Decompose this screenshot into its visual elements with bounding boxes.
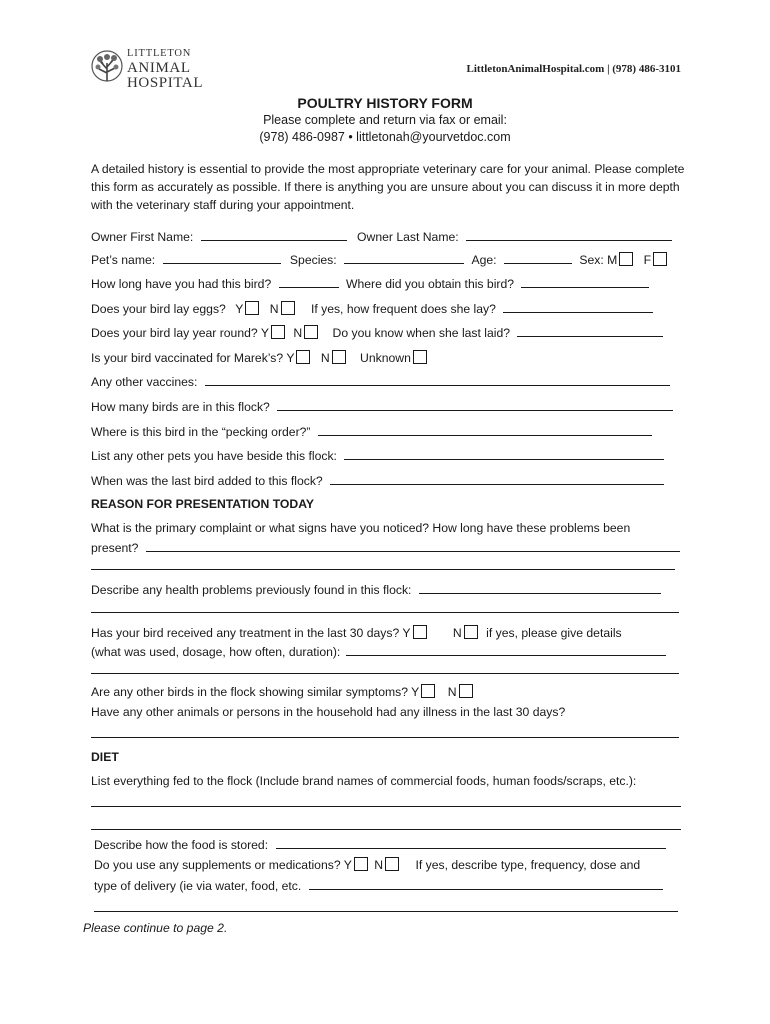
- other-pets-row: [91, 448, 664, 463]
- owner-first-row: [91, 229, 672, 244]
- sex-f-label: F: [643, 253, 652, 267]
- lay-eggs-y-checkbox[interactable]: [245, 301, 259, 315]
- lay-year-y-checkbox[interactable]: [271, 325, 285, 339]
- food-stored-row: [94, 837, 666, 852]
- how-long-field[interactable]: [279, 276, 339, 288]
- list-fed-field-1[interactable]: [91, 806, 681, 807]
- logo-line-1: LITTLETON: [127, 48, 192, 59]
- supplements-y-checkbox[interactable]: [354, 857, 368, 871]
- complaint-label-2: present?: [91, 541, 139, 555]
- how-many-label: How many birds are in this flock?: [91, 400, 270, 414]
- how-frequent-field[interactable]: [503, 301, 653, 313]
- pecking-label: Where is this bird in the “pecking order?”: [91, 425, 311, 439]
- pet-row: [91, 252, 670, 267]
- lay-year-n-label: N: [293, 326, 303, 340]
- intro-paragraph: A detailed history is essential to provide the most appropriate veterinary care for your animal. Please complete this form as accurately as possible. If there is anything you are unsure about you can discuss it in more depth with the veterinary staff during your appointment.: [91, 162, 685, 212]
- how-many-field[interactable]: [277, 399, 673, 411]
- supplements-n-label: N: [374, 858, 384, 872]
- reason-heading: REASON FOR PRESENTATION TODAY: [91, 497, 315, 511]
- how-long-label: How long have you had this bird?: [91, 277, 272, 291]
- where-obtain-label: Where did you obtain this bird?: [346, 277, 515, 291]
- health-problems-label: Describe any health problems previously found in this flock:: [91, 583, 412, 597]
- lay-year-label: Does your bird lay year round? Y: [91, 326, 269, 340]
- treatment-field-2[interactable]: [91, 673, 679, 674]
- treatment-n-label: N: [452, 626, 462, 640]
- sex-m-checkbox[interactable]: [619, 252, 633, 266]
- household-field[interactable]: [91, 737, 679, 738]
- treatment-label-2: (what was used, dosage, how often, duration):: [91, 645, 341, 659]
- pet-name-field[interactable]: [163, 252, 281, 264]
- owner-last-field[interactable]: [466, 229, 672, 241]
- age-label: Age:: [471, 253, 497, 267]
- pet-name-label: Pet’s name:: [91, 253, 156, 267]
- supplements-label: Do you use any supplements or medications? Y: [94, 858, 352, 872]
- complaint-line-1: What is the primary complaint or what signs have you noticed? How long have these problems been: [91, 521, 631, 535]
- treatment-field-1[interactable]: [346, 644, 666, 656]
- similar-n-checkbox[interactable]: [459, 684, 473, 698]
- form-title: POULTRY HISTORY FORM: [297, 95, 473, 111]
- header-contact: LittletonAnimalHospital.com | (978) 486-3101: [466, 63, 681, 75]
- last-laid-field[interactable]: [517, 325, 663, 337]
- lay-year-n-checkbox[interactable]: [304, 325, 318, 339]
- list-fed-field-2[interactable]: [91, 829, 681, 830]
- mareks-y-checkbox[interactable]: [296, 350, 310, 364]
- logo-line-3: HOSPITAL: [127, 74, 204, 91]
- tree-emblem-icon: [90, 49, 124, 87]
- last-added-field[interactable]: [330, 473, 664, 485]
- delivery-field-2[interactable]: [94, 911, 678, 912]
- complaint-field-2[interactable]: [91, 569, 675, 570]
- similar-row: [91, 684, 476, 699]
- other-pets-field[interactable]: [344, 448, 664, 460]
- mareks-label: Is your bird vaccinated for Marek’s? Y: [91, 351, 295, 365]
- hospital-logo: [90, 48, 204, 91]
- lay-eggs-n-checkbox[interactable]: [281, 301, 295, 315]
- pecking-row: [91, 424, 652, 439]
- continue-note: Please continue to page 2.: [83, 921, 228, 935]
- household-label: Have any other animals or persons in the household had any illness in the last 30 days?: [91, 705, 566, 719]
- other-vaccines-field[interactable]: [205, 374, 670, 386]
- delivery-row: [94, 878, 663, 893]
- similar-n-label: N: [447, 685, 457, 699]
- complaint-row-2: [91, 540, 680, 555]
- how-many-row: [91, 399, 673, 414]
- logo-wordmark: [127, 49, 203, 91]
- sex-f-checkbox[interactable]: [653, 252, 667, 266]
- lay-eggs-n-label: N: [269, 302, 279, 316]
- health-problems-field-2[interactable]: [91, 612, 679, 613]
- pecking-field[interactable]: [318, 424, 652, 436]
- supplements-n-checkbox[interactable]: [385, 857, 399, 871]
- food-stored-label: Describe how the food is stored:: [94, 838, 269, 852]
- lay-eggs-label: Does your bird lay eggs?: [91, 302, 226, 316]
- lay-year-row: [91, 325, 663, 340]
- mareks-row: [91, 350, 430, 365]
- food-stored-field[interactable]: [276, 837, 666, 849]
- how-frequent-label: If yes, how frequent does she lay?: [310, 302, 496, 316]
- treatment-details-label: if yes, please give details: [486, 626, 622, 640]
- delivery-label: type of delivery (ie via water, food, etc.: [94, 879, 302, 893]
- last-laid-label: Do you know when she last laid?: [332, 326, 511, 340]
- sex-label: Sex: M: [579, 253, 618, 267]
- owner-last-label: Owner Last Name:: [357, 230, 459, 244]
- other-vaccines-row: [91, 374, 670, 389]
- complaint-field-1[interactable]: [146, 540, 680, 552]
- form-subtitle-2: (978) 486-0987 • littletonah@yourvetdoc.com: [259, 130, 511, 144]
- supplements-row: [94, 857, 640, 872]
- delivery-field[interactable]: [309, 878, 663, 890]
- lay-eggs-y-label: Y: [235, 302, 244, 316]
- list-fed-label: List everything fed to the flock (Include brand names of commercial foods, human foods/scraps, etc.):: [91, 774, 637, 788]
- treatment-label: Has your bird received any treatment in the last 30 days? Y: [91, 626, 411, 640]
- age-field[interactable]: [504, 252, 572, 264]
- owner-first-label: Owner First Name:: [91, 230, 194, 244]
- lay-eggs-row: [91, 301, 653, 316]
- treatment-row-2: [91, 644, 666, 659]
- mareks-unknown-checkbox[interactable]: [413, 350, 427, 364]
- supplements-details-label: If yes, describe type, frequency, dose and: [415, 858, 641, 872]
- health-problems-row: [91, 582, 661, 597]
- diet-heading: DIET: [91, 750, 119, 764]
- mareks-n-label: N: [320, 351, 330, 365]
- mareks-unknown-label: Unknown: [360, 351, 411, 365]
- logo-line-2: ANIMAL: [127, 59, 191, 76]
- mareks-n-checkbox[interactable]: [332, 350, 346, 364]
- last-added-row: [91, 473, 664, 488]
- species-field[interactable]: [344, 252, 464, 264]
- similar-y-checkbox[interactable]: [421, 684, 435, 698]
- how-long-row: [91, 276, 649, 291]
- where-obtain-field[interactable]: [521, 276, 649, 288]
- other-pets-label: List any other pets you have beside this flock:: [91, 449, 337, 463]
- treatment-y-checkbox[interactable]: [413, 625, 427, 639]
- treatment-row: [91, 625, 622, 640]
- other-vaccines-label: Any other vaccines:: [91, 375, 198, 389]
- similar-label: Are any other birds in the flock showing similar symptoms? Y: [91, 685, 420, 699]
- species-label: Species:: [289, 253, 337, 267]
- form-subtitle-1: Please complete and return via fax or email:: [263, 113, 507, 127]
- health-problems-field-1[interactable]: [419, 582, 661, 594]
- owner-first-field[interactable]: [201, 229, 347, 241]
- last-added-label: When was the last bird added to this flock?: [91, 474, 323, 488]
- treatment-n-checkbox[interactable]: [464, 625, 478, 639]
